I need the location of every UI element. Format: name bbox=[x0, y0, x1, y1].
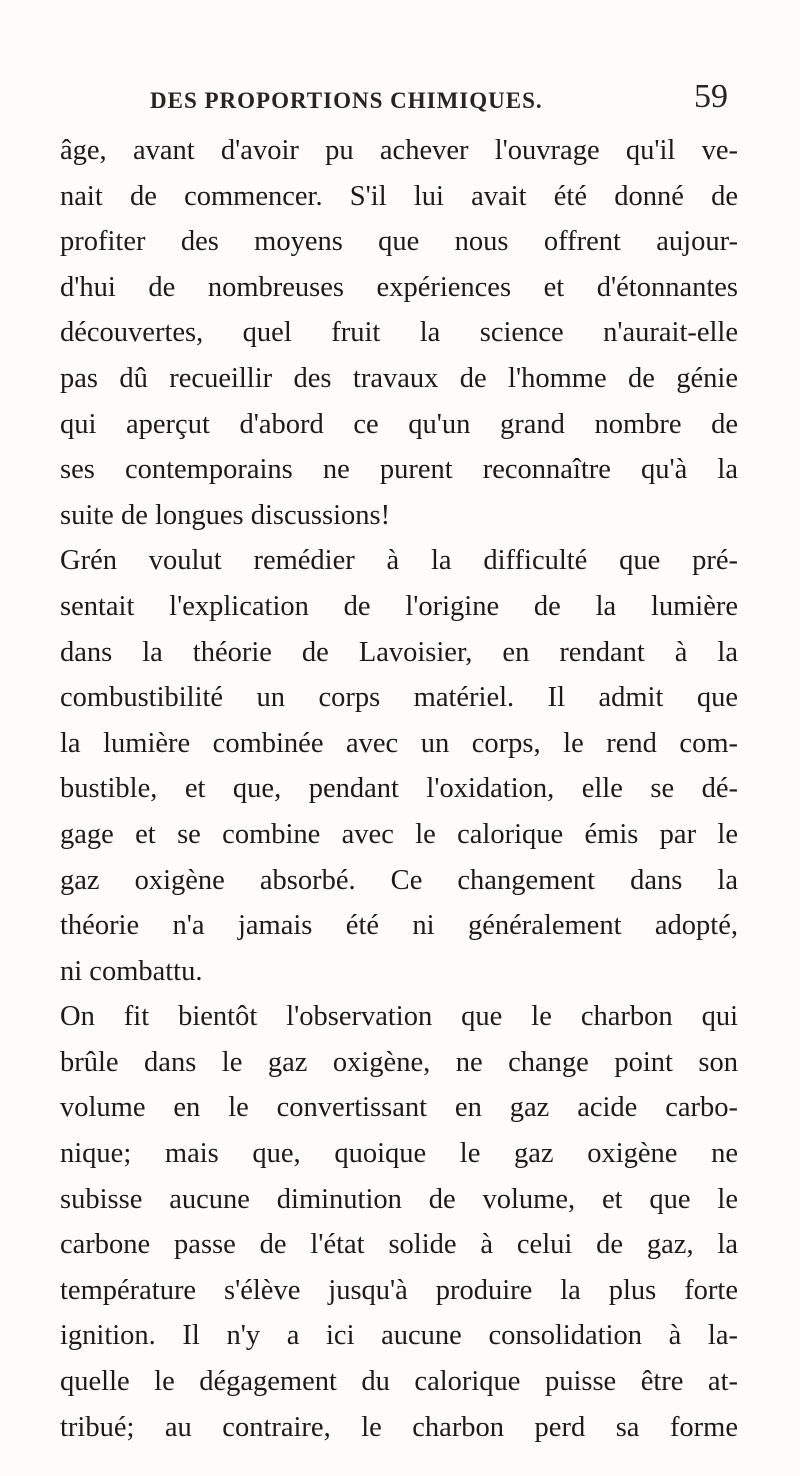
text-line: volume en le convertissant en gaz acide carbo- bbox=[60, 1092, 738, 1124]
text-line: d'hui de nombreuses expériences et d'étonnantes bbox=[60, 271, 738, 303]
text-line: qui aperçut d'abord ce qu'un grand nombre de bbox=[60, 408, 738, 440]
text-line: la lumière combinée avec un corps, le rend com- bbox=[60, 727, 738, 759]
text-line: combustibilité un corps matériel. Il admit que bbox=[60, 682, 738, 714]
text-line: découvertes, quel fruit la science n'aurait-elle bbox=[60, 317, 738, 349]
text-line: subisse aucune diminution de volume, et que le bbox=[60, 1183, 738, 1215]
text-line: ni combattu. bbox=[60, 955, 203, 987]
text-line: sentait l'explication de l'origine de la lumière bbox=[60, 590, 738, 622]
text-line: dans la théorie de Lavoisier, en rendant à la bbox=[60, 636, 738, 668]
body-text bbox=[60, 128, 738, 1450]
text-line: brûle dans le gaz oxigène, ne change point son bbox=[60, 1046, 738, 1078]
text-line: pas dû recueillir des travaux de l'homme de génie bbox=[60, 362, 738, 394]
text-line: ses contemporains ne purent reconnaître qu'à la bbox=[60, 454, 738, 486]
text-line: ignition. Il n'y a ici aucune consolidation à la- bbox=[60, 1320, 738, 1352]
text-line: nique; mais que, quoique le gaz oxigène ne bbox=[60, 1138, 738, 1170]
text-line: âge, avant d'avoir pu achever l'ouvrage qu'il ve- bbox=[60, 135, 738, 166]
page-number: 59 bbox=[694, 78, 728, 115]
text-line: nait de commencer. S'il lui avait été donné de bbox=[60, 180, 738, 212]
running-head bbox=[60, 78, 728, 128]
text-line: théorie n'a jamais été ni généralement adopté, bbox=[60, 910, 738, 942]
text-line: tribué; au contraire, le charbon perd sa forme bbox=[60, 1411, 738, 1443]
text-line: Grén voulut remédier à la difficulté que pré- bbox=[60, 545, 738, 577]
text-line: On fit bientôt l'observation que le charbon qui bbox=[60, 1001, 738, 1033]
text-line: quelle le dégagement du calorique puisse être at- bbox=[60, 1366, 738, 1398]
text-line: carbone passe de l'état solide à celui de gaz, la bbox=[60, 1229, 738, 1261]
text-line: température s'élève jusqu'à produire la plus forte bbox=[60, 1274, 738, 1306]
text-line: bustible, et que, pendant l'oxidation, elle se dé- bbox=[60, 773, 738, 805]
text-line: gage et se combine avec le calorique émis par le bbox=[60, 818, 738, 850]
text-line: suite de longues discussions! bbox=[60, 499, 391, 531]
text-line: profiter des moyens que nous offrent aujour- bbox=[60, 226, 738, 258]
text-line: gaz oxigène absorbé. Ce changement dans la bbox=[60, 864, 738, 896]
running-title: DES PROPORTIONS CHIMIQUES. bbox=[150, 88, 543, 113]
